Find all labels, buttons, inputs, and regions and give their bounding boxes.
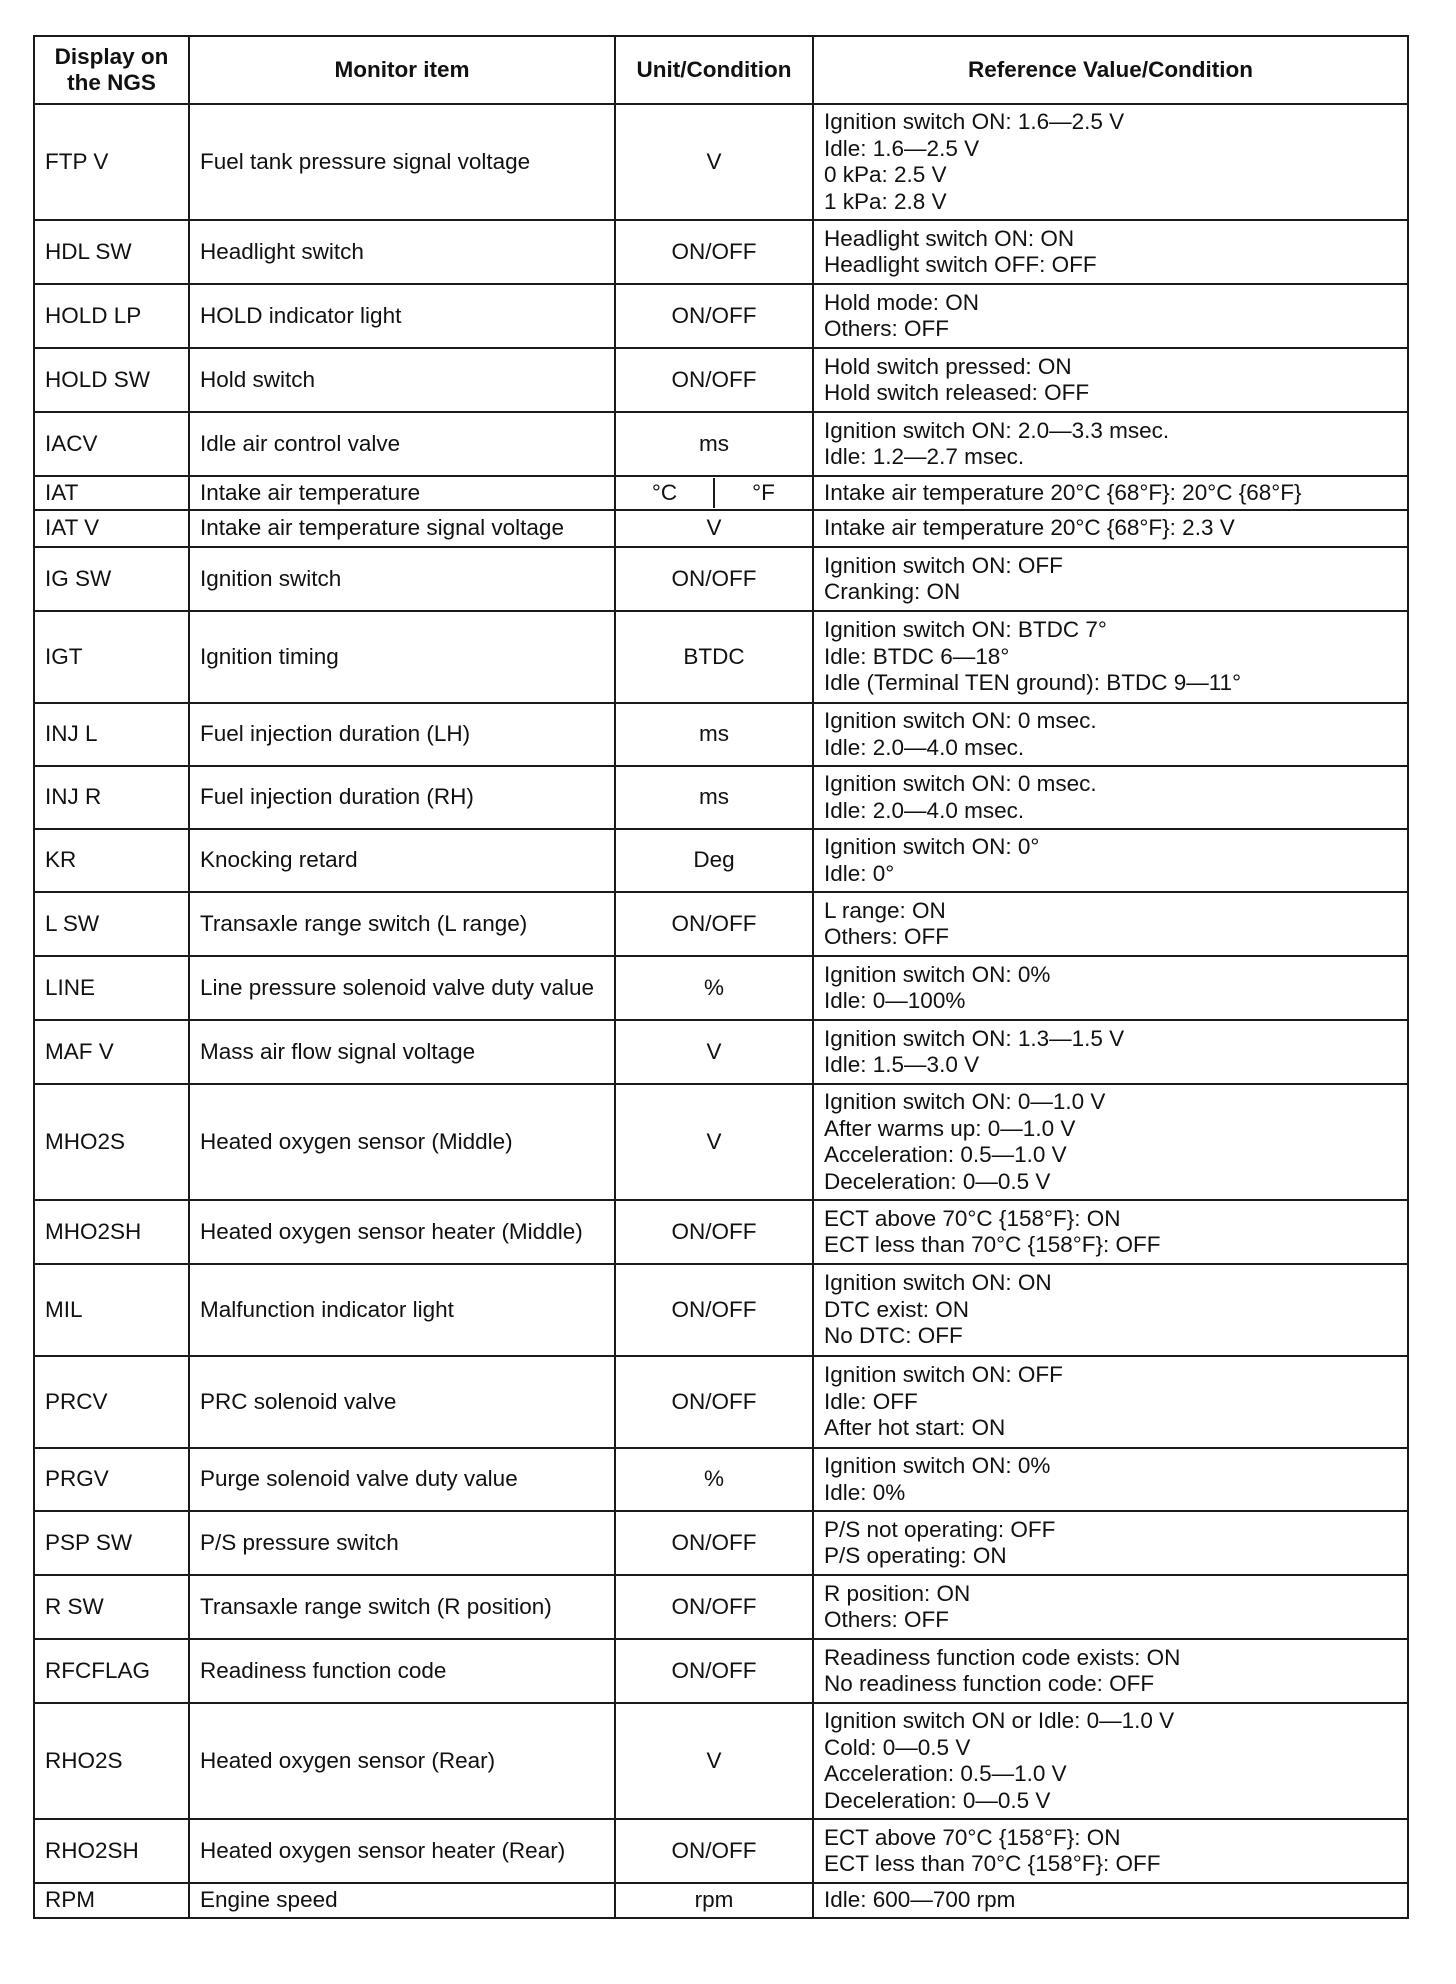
table-row [34, 1200, 1408, 1264]
reference-cell [813, 1639, 1408, 1703]
unit-cell: BTDC [615, 611, 813, 703]
header-unit: Unit/Condition [615, 36, 813, 104]
reference-line: Ignition switch ON: 2.0—3.3 msec. [824, 417, 1170, 443]
reference-line: Deceleration: 0—0.5 V [824, 1787, 1051, 1813]
table-row [34, 1264, 1408, 1356]
display-cell: PRGV [34, 1448, 189, 1511]
reference-line: After hot start: ON [824, 1415, 1006, 1441]
display-cell: MHO2S [34, 1084, 189, 1200]
reference-line: Idle: 1.2—2.7 msec. [824, 444, 1025, 469]
unit-cell: ON/OFF [615, 547, 813, 611]
unit-cell: V [615, 1020, 813, 1084]
reference-line: Hold switch released: OFF [824, 380, 1090, 405]
reference-cell [813, 104, 1408, 220]
unit-cell: V [615, 510, 813, 547]
reference-line: Ignition switch ON: 1.3—1.5 V [824, 1025, 1125, 1051]
unit-cell: ON/OFF [615, 348, 813, 412]
display-cell: PRCV [34, 1356, 189, 1448]
display-cell: MIL [34, 1264, 189, 1356]
display-cell: IAT [34, 476, 189, 510]
reference-line: ECT less than 70°C {158°F}: OFF [824, 1232, 1161, 1257]
reference-cell [813, 892, 1408, 956]
display-cell: IGT [34, 611, 189, 703]
reference-line: Ignition switch ON: 0 msec. [824, 708, 1097, 733]
monitor-item-cell: Readiness function code [189, 1639, 615, 1703]
display-cell: HDL SW [34, 220, 189, 284]
monitor-item-cell: PRC solenoid valve [189, 1356, 615, 1448]
display-cell: IG SW [34, 547, 189, 611]
reference-line: Deceleration: 0—0.5 V [824, 1168, 1051, 1194]
reference-cell [813, 284, 1408, 348]
reference-line: Idle: OFF [824, 1388, 918, 1414]
reference-cell [813, 956, 1408, 1020]
table-row [34, 510, 1408, 547]
unit-cell: ON/OFF [615, 1511, 813, 1575]
reference-line: Idle: 2.0—4.0 msec. [824, 734, 1025, 760]
reference-line: Idle (Terminal TEN ground): BTDC 9—11° [824, 670, 1242, 696]
reference-line: Readiness function code exists: ON [824, 1644, 1181, 1670]
reference-cell [813, 348, 1408, 412]
unit-cell: rpm [615, 1883, 813, 1918]
unit-cell: ON/OFF [615, 284, 813, 348]
unit-cell: ON/OFF [615, 1819, 813, 1883]
reference-line: Ignition switch ON: 0% [824, 1453, 1051, 1478]
monitor-item-cell: Heated oxygen sensor heater (Rear) [189, 1819, 615, 1883]
monitor-item-cell: HOLD indicator light [189, 284, 615, 348]
display-cell: INJ R [34, 766, 189, 829]
unit-cell: ms [615, 412, 813, 476]
table-row [34, 703, 1408, 766]
monitor-item-cell: Heated oxygen sensor (Rear) [189, 1703, 615, 1819]
reference-line: Hold mode: ON [824, 289, 980, 315]
monitor-item-cell: Ignition switch [189, 547, 615, 611]
table-row [34, 1511, 1408, 1575]
display-cell: IAT V [34, 510, 189, 547]
reference-line: Ignition switch ON: 0% [824, 961, 1051, 987]
unit-cell: % [615, 1448, 813, 1511]
display-cell: LINE [34, 956, 189, 1020]
display-cell: IACV [34, 412, 189, 476]
reference-line: Ignition switch ON: 1.6—2.5 V [824, 109, 1125, 134]
monitor-item-cell: Transaxle range switch (L range) [189, 892, 615, 956]
monitor-item-cell: P/S pressure switch [189, 1511, 615, 1575]
monitor-item-cell: Idle air control valve [189, 412, 615, 476]
monitor-item-cell: Intake air temperature [189, 476, 615, 510]
table-row [34, 1883, 1408, 1918]
unit-cell: V [615, 104, 813, 220]
reference-line: Others: OFF [824, 1607, 950, 1632]
table-row [34, 1448, 1408, 1511]
table-row [34, 956, 1408, 1020]
table-row [34, 1020, 1408, 1084]
reference-line: L range: ON [824, 897, 946, 923]
reference-cell [813, 220, 1408, 284]
reference-cell [813, 476, 1408, 510]
reference-line: Ignition switch ON: OFF [824, 1362, 1063, 1388]
reference-line: Intake air temperature 20°C {68°F}: 20°C {68°F} [824, 479, 1302, 505]
table-body [34, 104, 1408, 1918]
reference-cell [813, 703, 1408, 766]
display-cell: HOLD LP [34, 284, 189, 348]
display-cell: FTP V [34, 104, 189, 220]
table-row [34, 348, 1408, 412]
table-row [34, 104, 1408, 220]
reference-cell [813, 1264, 1408, 1356]
reference-line: Others: OFF [824, 924, 950, 949]
reference-line: 1 kPa: 2.8 V [824, 188, 947, 214]
reference-cell [813, 1703, 1408, 1819]
unit-split-cell [615, 476, 813, 510]
reference-line: After warms up: 0—1.0 V [824, 1115, 1076, 1141]
reference-line: Idle: 2.0—4.0 msec. [824, 797, 1025, 823]
unit-cell: ms [615, 766, 813, 829]
display-cell: RFCFLAG [34, 1639, 189, 1703]
header-reference: Reference Value/Condition [813, 36, 1408, 104]
reference-cell [813, 829, 1408, 892]
table-row [34, 1084, 1408, 1200]
monitor-item-cell: Mass air flow signal voltage [189, 1020, 615, 1084]
reference-line: Idle: 0° [824, 860, 895, 886]
reference-line: Cranking: ON [824, 579, 961, 604]
table-row [34, 547, 1408, 611]
reference-cell [813, 547, 1408, 611]
table-row [34, 220, 1408, 284]
reference-line: Ignition switch ON or Idle: 0—1.0 V [824, 1708, 1175, 1733]
monitor-item-cell: Fuel tank pressure signal voltage [189, 104, 615, 220]
table-row [34, 412, 1408, 476]
display-cell: MHO2SH [34, 1200, 189, 1264]
monitor-item-cell: Hold switch [189, 348, 615, 412]
table-row [34, 829, 1408, 892]
unit-cell: Deg [615, 829, 813, 892]
display-cell: R SW [34, 1575, 189, 1639]
unit-celsius: °C [616, 478, 715, 508]
display-cell: RHO2S [34, 1703, 189, 1819]
reference-cell [813, 611, 1408, 703]
display-cell: RPM [34, 1883, 189, 1918]
reference-line: Ignition switch ON: BTDC 7° [824, 617, 1107, 643]
table-row [34, 1356, 1408, 1448]
reference-cell [813, 1200, 1408, 1264]
reference-cell [813, 1020, 1408, 1084]
reference-cell [813, 1575, 1408, 1639]
unit-cell: V [615, 1084, 813, 1200]
reference-line: Ignition switch ON: OFF [824, 552, 1063, 578]
display-cell: MAF V [34, 1020, 189, 1084]
reference-cell [813, 1084, 1408, 1200]
reference-cell [813, 766, 1408, 829]
reference-line: ECT above 70°C {158°F}: ON [824, 1205, 1121, 1231]
unit-cell: ON/OFF [615, 1356, 813, 1448]
display-cell: INJ L [34, 703, 189, 766]
table-row [34, 1639, 1408, 1703]
unit-cell: ON/OFF [615, 1200, 813, 1264]
reference-line: Idle: 0% [824, 1479, 906, 1505]
table-header-row [34, 36, 1408, 104]
reference-cell [813, 1819, 1408, 1883]
reference-line: P/S operating: ON [824, 1543, 1007, 1568]
reference-line: DTC exist: ON [824, 1296, 970, 1322]
reference-cell [813, 510, 1408, 547]
reference-cell [813, 1356, 1408, 1448]
reference-line: ECT above 70°C {158°F}: ON [824, 1824, 1121, 1850]
monitor-item-cell: Engine speed [189, 1883, 615, 1918]
display-cell: HOLD SW [34, 348, 189, 412]
unit-cell: ms [615, 703, 813, 766]
header-monitor: Monitor item [189, 36, 615, 104]
reference-line: 0 kPa: 2.5 V [824, 162, 947, 187]
reference-line: Ignition switch ON: 0° [824, 834, 1040, 859]
table-row [34, 611, 1408, 703]
table-row [34, 476, 1408, 510]
display-cell: RHO2SH [34, 1819, 189, 1883]
reference-line: Headlight switch OFF: OFF [824, 252, 1097, 277]
monitor-item-cell: Transaxle range switch (R position) [189, 1575, 615, 1639]
unit-cell: V [615, 1703, 813, 1819]
monitor-item-cell: Ignition timing [189, 611, 615, 703]
reference-line: R position: ON [824, 1580, 971, 1606]
reference-line: Idle: 600—700 rpm [824, 1887, 1016, 1913]
reference-cell [813, 1511, 1408, 1575]
display-cell: L SW [34, 892, 189, 956]
reference-cell [813, 1448, 1408, 1511]
reference-line: No DTC: OFF [824, 1323, 963, 1349]
monitor-item-cell: Knocking retard [189, 829, 615, 892]
table-row [34, 892, 1408, 956]
reference-line: Headlight switch ON: ON [824, 225, 1075, 251]
unit-cell: % [615, 956, 813, 1020]
monitor-reference-table [33, 35, 1409, 1919]
display-cell: PSP SW [34, 1511, 189, 1575]
monitor-item-cell: Purge solenoid valve duty value [189, 1448, 615, 1511]
unit-cell: ON/OFF [615, 220, 813, 284]
monitor-item-cell: Fuel injection duration (LH) [189, 703, 615, 766]
reference-line: Ignition switch ON: 0 msec. [824, 771, 1097, 796]
reference-line: Ignition switch ON: ON [824, 1270, 1052, 1296]
table-row [34, 284, 1408, 348]
unit-cell: ON/OFF [615, 1575, 813, 1639]
reference-line: Idle: 1.6—2.5 V [824, 135, 980, 161]
reference-cell [813, 412, 1408, 476]
unit-cell: ON/OFF [615, 1639, 813, 1703]
monitor-item-cell: Line pressure solenoid valve duty value [189, 956, 615, 1020]
reference-line: Others: OFF [824, 316, 950, 341]
table-row [34, 1703, 1408, 1819]
reference-line: P/S not operating: OFF [824, 1516, 1056, 1542]
monitor-item-cell: Malfunction indicator light [189, 1264, 615, 1356]
unit-cell: ON/OFF [615, 1264, 813, 1356]
table-row [34, 1575, 1408, 1639]
reference-line: Acceleration: 0.5—1.0 V [824, 1142, 1067, 1167]
reference-line: Hold switch pressed: ON [824, 353, 1072, 379]
reference-cell [813, 1883, 1408, 1918]
reference-line: Idle: 0—100% [824, 988, 966, 1013]
reference-line: Acceleration: 0.5—1.0 V [824, 1761, 1067, 1786]
monitor-item-cell: Heated oxygen sensor (Middle) [189, 1084, 615, 1200]
unit-fahrenheit: °F [752, 480, 775, 505]
reference-line: No readiness function code: OFF [824, 1671, 1155, 1696]
monitor-item-cell: Heated oxygen sensor heater (Middle) [189, 1200, 615, 1264]
monitor-item-cell: Fuel injection duration (RH) [189, 766, 615, 829]
table-row [34, 1819, 1408, 1883]
reference-line: ECT less than 70°C {158°F}: OFF [824, 1851, 1161, 1876]
monitor-item-cell: Headlight switch [189, 220, 615, 284]
reference-line: Ignition switch ON: 0—1.0 V [824, 1089, 1106, 1114]
reference-line: Cold: 0—0.5 V [824, 1734, 971, 1760]
reference-line: Idle: BTDC 6—18° [824, 643, 1010, 669]
reference-line: Idle: 1.5—3.0 V [824, 1052, 980, 1077]
table-row [34, 766, 1408, 829]
header-display: Display on the NGS [34, 36, 189, 104]
monitor-item-cell: Intake air temperature signal voltage [189, 510, 615, 547]
display-cell: KR [34, 829, 189, 892]
reference-line: Intake air temperature 20°C {68°F}: 2.3 V [824, 515, 1235, 541]
unit-cell: ON/OFF [615, 892, 813, 956]
